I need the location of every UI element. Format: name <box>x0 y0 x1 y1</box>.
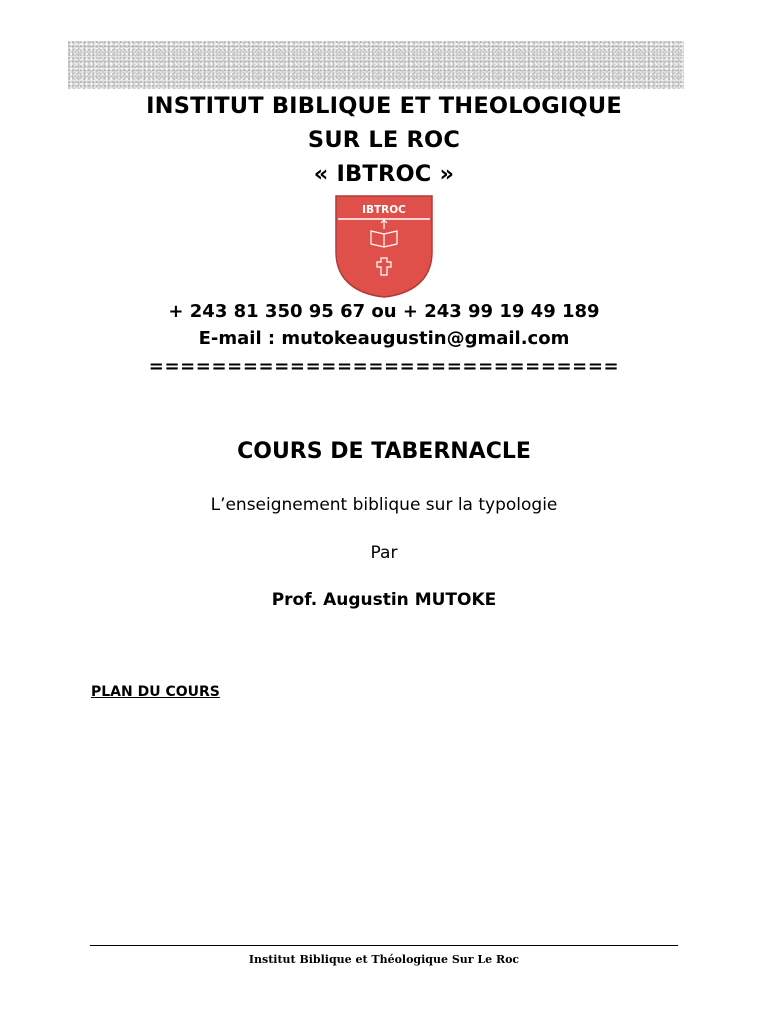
crest-label: IBTROC <box>362 204 406 216</box>
course-title: COURS DE TABERNACLE <box>237 439 531 464</box>
institution-name-line-1: INSTITUT BIBLIQUE ET THEOLOGIQUE <box>146 93 622 119</box>
institution-acronym: « IBTROC » <box>313 161 455 187</box>
footer-divider <box>90 945 678 946</box>
by-label: Par <box>370 543 398 563</box>
separator-line: ============================== <box>148 356 620 377</box>
ibtroc-crest-logo <box>334 194 434 298</box>
course-subtitle: L’enseignement biblique sur la typologie <box>210 495 558 515</box>
decorative-header-band <box>68 41 684 89</box>
email-address: E-mail : mutokeaugustin@gmail.com <box>198 328 570 349</box>
plan-heading: PLAN DU COURS <box>91 684 220 700</box>
author-name: Prof. Augustin MUTOKE <box>271 590 497 610</box>
institution-name-line-2: SUR LE ROC <box>307 127 461 153</box>
footer-text: Institut Biblique et Théologique Sur Le Roc <box>248 953 520 966</box>
phone-numbers: + 243 81 350 95 67 ou + 243 99 19 49 189 <box>168 301 600 322</box>
